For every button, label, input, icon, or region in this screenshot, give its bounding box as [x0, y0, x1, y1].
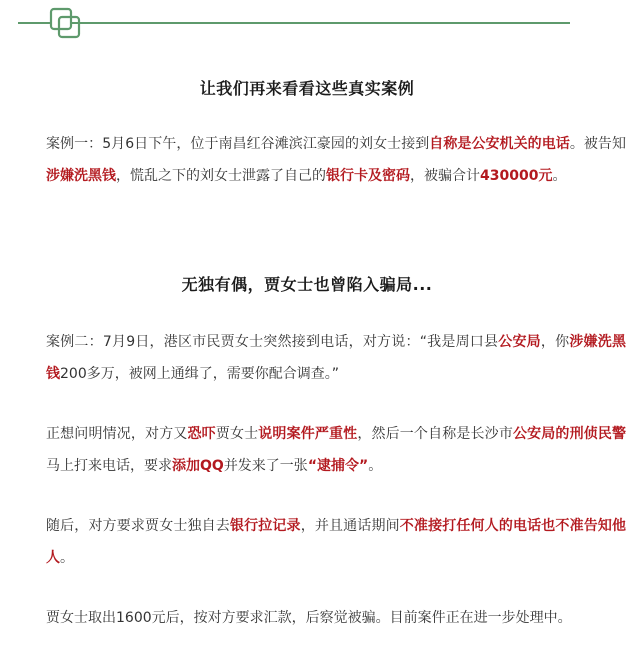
text-run: 贾女士 — [215, 426, 259, 442]
highlight-text: “逮捕令” — [307, 458, 369, 474]
case-two-paragraph — [18, 326, 626, 390]
bank-record-paragraph — [18, 510, 626, 574]
text-run: 贾女士取出1600元后，按对方要求汇款，后察觉被骗。目前案件正在进一步处理中。 — [46, 610, 572, 626]
text-run: 。被告知 — [569, 136, 626, 152]
highlight-text: 自称是公安机关的电话 — [429, 136, 570, 152]
section-heading: 无独有偶，贾女士也曾陷入骗局... — [181, 275, 433, 294]
highlight-text: 430000元 — [480, 168, 553, 184]
text-run: 马上打来电话，要求 — [46, 458, 172, 474]
highlight-text: 恐吓 — [187, 426, 216, 442]
text-run: 随后，对方要求贾女士独自去 — [46, 518, 230, 534]
text-run: ，你 — [540, 334, 570, 350]
text-run: ，并且通话期间 — [300, 518, 400, 534]
overlapping-squares-icon — [50, 8, 80, 38]
text-run: ，被骗合计 — [410, 168, 480, 184]
highlight-text: 公安局 — [498, 334, 541, 350]
highlight-text: 涉嫌洗黑钱 — [46, 334, 626, 382]
highlight-text: 公安局的刑侦民警 — [512, 426, 626, 442]
outcome-paragraph — [18, 602, 626, 634]
text-run: 。 — [368, 458, 383, 474]
highlight-text: 不准接打任何人的电话也不准告知他人 — [46, 518, 626, 566]
text-run: 。 — [552, 168, 567, 184]
text-run: 案例二：7月9日，港区市民贾女士突然接到电话，对方说：“我是周口县 — [46, 334, 499, 350]
section-divider-line — [18, 22, 570, 24]
highlight-text: 银行拉记录 — [229, 518, 301, 534]
text-run: 案例一：5月6日下午，位于南昌红谷滩滨江豪园的刘女士接到 — [46, 136, 430, 152]
highlight-text: 添加QQ — [172, 458, 224, 474]
text-run: 并发来了一张 — [223, 458, 308, 474]
text-run: 正想问明情况，对方又 — [46, 426, 188, 442]
text-run: 200多万，被网上通缉了，需要你配合调查。” — [60, 366, 339, 382]
highlight-text: 说明案件严重性 — [258, 426, 358, 442]
threat-paragraph — [18, 418, 626, 482]
text-run: 。 — [60, 550, 74, 566]
highlight-text: 涉嫌洗黑钱 — [46, 168, 116, 184]
highlight-text: 银行卡及密码 — [326, 168, 410, 184]
section-heading: 让我们再来看看这些真实案例 — [199, 79, 415, 98]
text-run: ，然后一个自称是长沙市 — [357, 426, 513, 442]
case-one-paragraph — [18, 128, 626, 192]
text-run: ，慌乱之下的刘女士泄露了自己的 — [116, 168, 326, 184]
